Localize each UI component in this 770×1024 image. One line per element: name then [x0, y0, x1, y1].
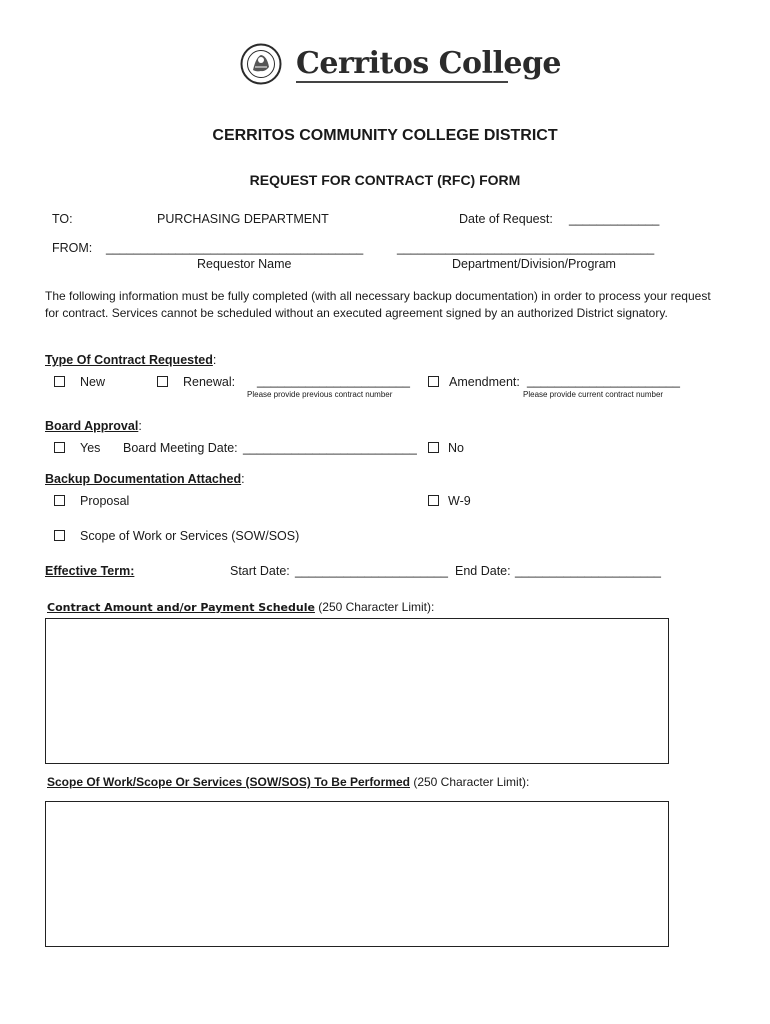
renewal-contract-number-field[interactable]: ______________________: [257, 374, 410, 388]
board-meeting-date-field[interactable]: _________________________: [243, 441, 417, 455]
to-label: TO:: [52, 212, 73, 226]
scope-heading-row: [47, 775, 529, 789]
sow-checkbox[interactable]: [54, 530, 65, 541]
proposal-checkbox[interactable]: [54, 495, 65, 506]
contract-type-colon: :: [212, 353, 217, 367]
board-approval-heading-row: [45, 419, 142, 433]
form-title: REQUEST FOR CONTRACT (RFC) FORM: [249, 172, 521, 188]
backup-docs-heading: Backup Documentation Attached: [45, 472, 242, 486]
college-logo: [240, 43, 562, 87]
contract-type-heading-row: [45, 353, 216, 367]
date-of-request-field[interactable]: _____________: [569, 212, 660, 226]
amount-textarea[interactable]: [45, 618, 669, 764]
board-no-checkbox[interactable]: [428, 442, 439, 453]
board-approval-heading: Board Approval: [45, 419, 139, 433]
board-meeting-date-label: Board Meeting Date:: [123, 441, 238, 455]
new-label: New: [80, 375, 106, 389]
end-date-label: End Date:: [455, 564, 511, 578]
backup-docs-colon: :: [241, 472, 245, 486]
scope-textarea[interactable]: [45, 801, 669, 947]
board-no-label: No: [448, 441, 464, 455]
board-yes-checkbox[interactable]: [54, 442, 65, 453]
district-title: CERRITOS COMMUNITY COLLEGE DISTRICT: [212, 127, 558, 144]
backup-docs-heading-row: [45, 472, 245, 486]
amount-heading: Contract Amount and/or Payment Schedule: [47, 601, 315, 614]
date-of-request-label: Date of Request:: [459, 212, 553, 226]
amendment-label: Amendment:: [449, 375, 520, 389]
logo-wordmark: Cerritos College: [296, 46, 562, 81]
renewal-label: Renewal:: [183, 375, 236, 389]
contract-type-heading: Type Of Contract Requested: [45, 353, 213, 367]
scope-heading: Scope Of Work/Scope Or Services (SOW/SOS) To Be Performed: [47, 775, 410, 789]
start-date-label: Start Date:: [230, 564, 290, 578]
renewal-hint: Please provide previous contract number: [247, 390, 393, 399]
end-date-field[interactable]: _____________________: [515, 564, 661, 578]
requestor-name-field[interactable]: _____________________________________: [106, 241, 364, 255]
from-label: FROM:: [52, 241, 93, 255]
logo-underline: [296, 81, 508, 83]
effective-term-heading: Effective Term:: [45, 564, 135, 578]
renewal-checkbox[interactable]: [157, 376, 168, 387]
board-approval-colon: :: [138, 419, 142, 433]
w9-checkbox[interactable]: [428, 495, 439, 506]
amendment-contract-number-field[interactable]: ______________________: [527, 374, 680, 388]
college-seal-icon: [240, 43, 282, 85]
department-field[interactable]: _____________________________________: [397, 241, 655, 255]
amendment-hint: Please provide current contract number: [523, 390, 664, 399]
new-checkbox[interactable]: [54, 376, 65, 387]
amount-heading-row: [47, 600, 434, 614]
w9-label: W-9: [448, 494, 471, 508]
amendment-checkbox[interactable]: [428, 376, 439, 387]
department-caption: Department/Division/Program: [452, 257, 616, 271]
to-value: PURCHASING DEPARTMENT: [157, 212, 329, 226]
sow-label: Scope of Work or Services (SOW/SOS): [80, 529, 300, 543]
board-yes-label: Yes: [80, 441, 101, 455]
amount-limit: (250 Character Limit):: [314, 600, 435, 614]
start-date-field[interactable]: ______________________: [295, 564, 448, 578]
instructions-paragraph: The following information must be fully completed (with all necessary backup documentation) in order to process your request for contract. Services cannot be scheduled without an executed agreement signed by an authorized District signatory.: [45, 289, 711, 320]
requestor-name-caption: Requestor Name: [197, 257, 292, 271]
scope-limit: (250 Character Limit):: [409, 775, 530, 789]
proposal-label: Proposal: [80, 494, 130, 508]
